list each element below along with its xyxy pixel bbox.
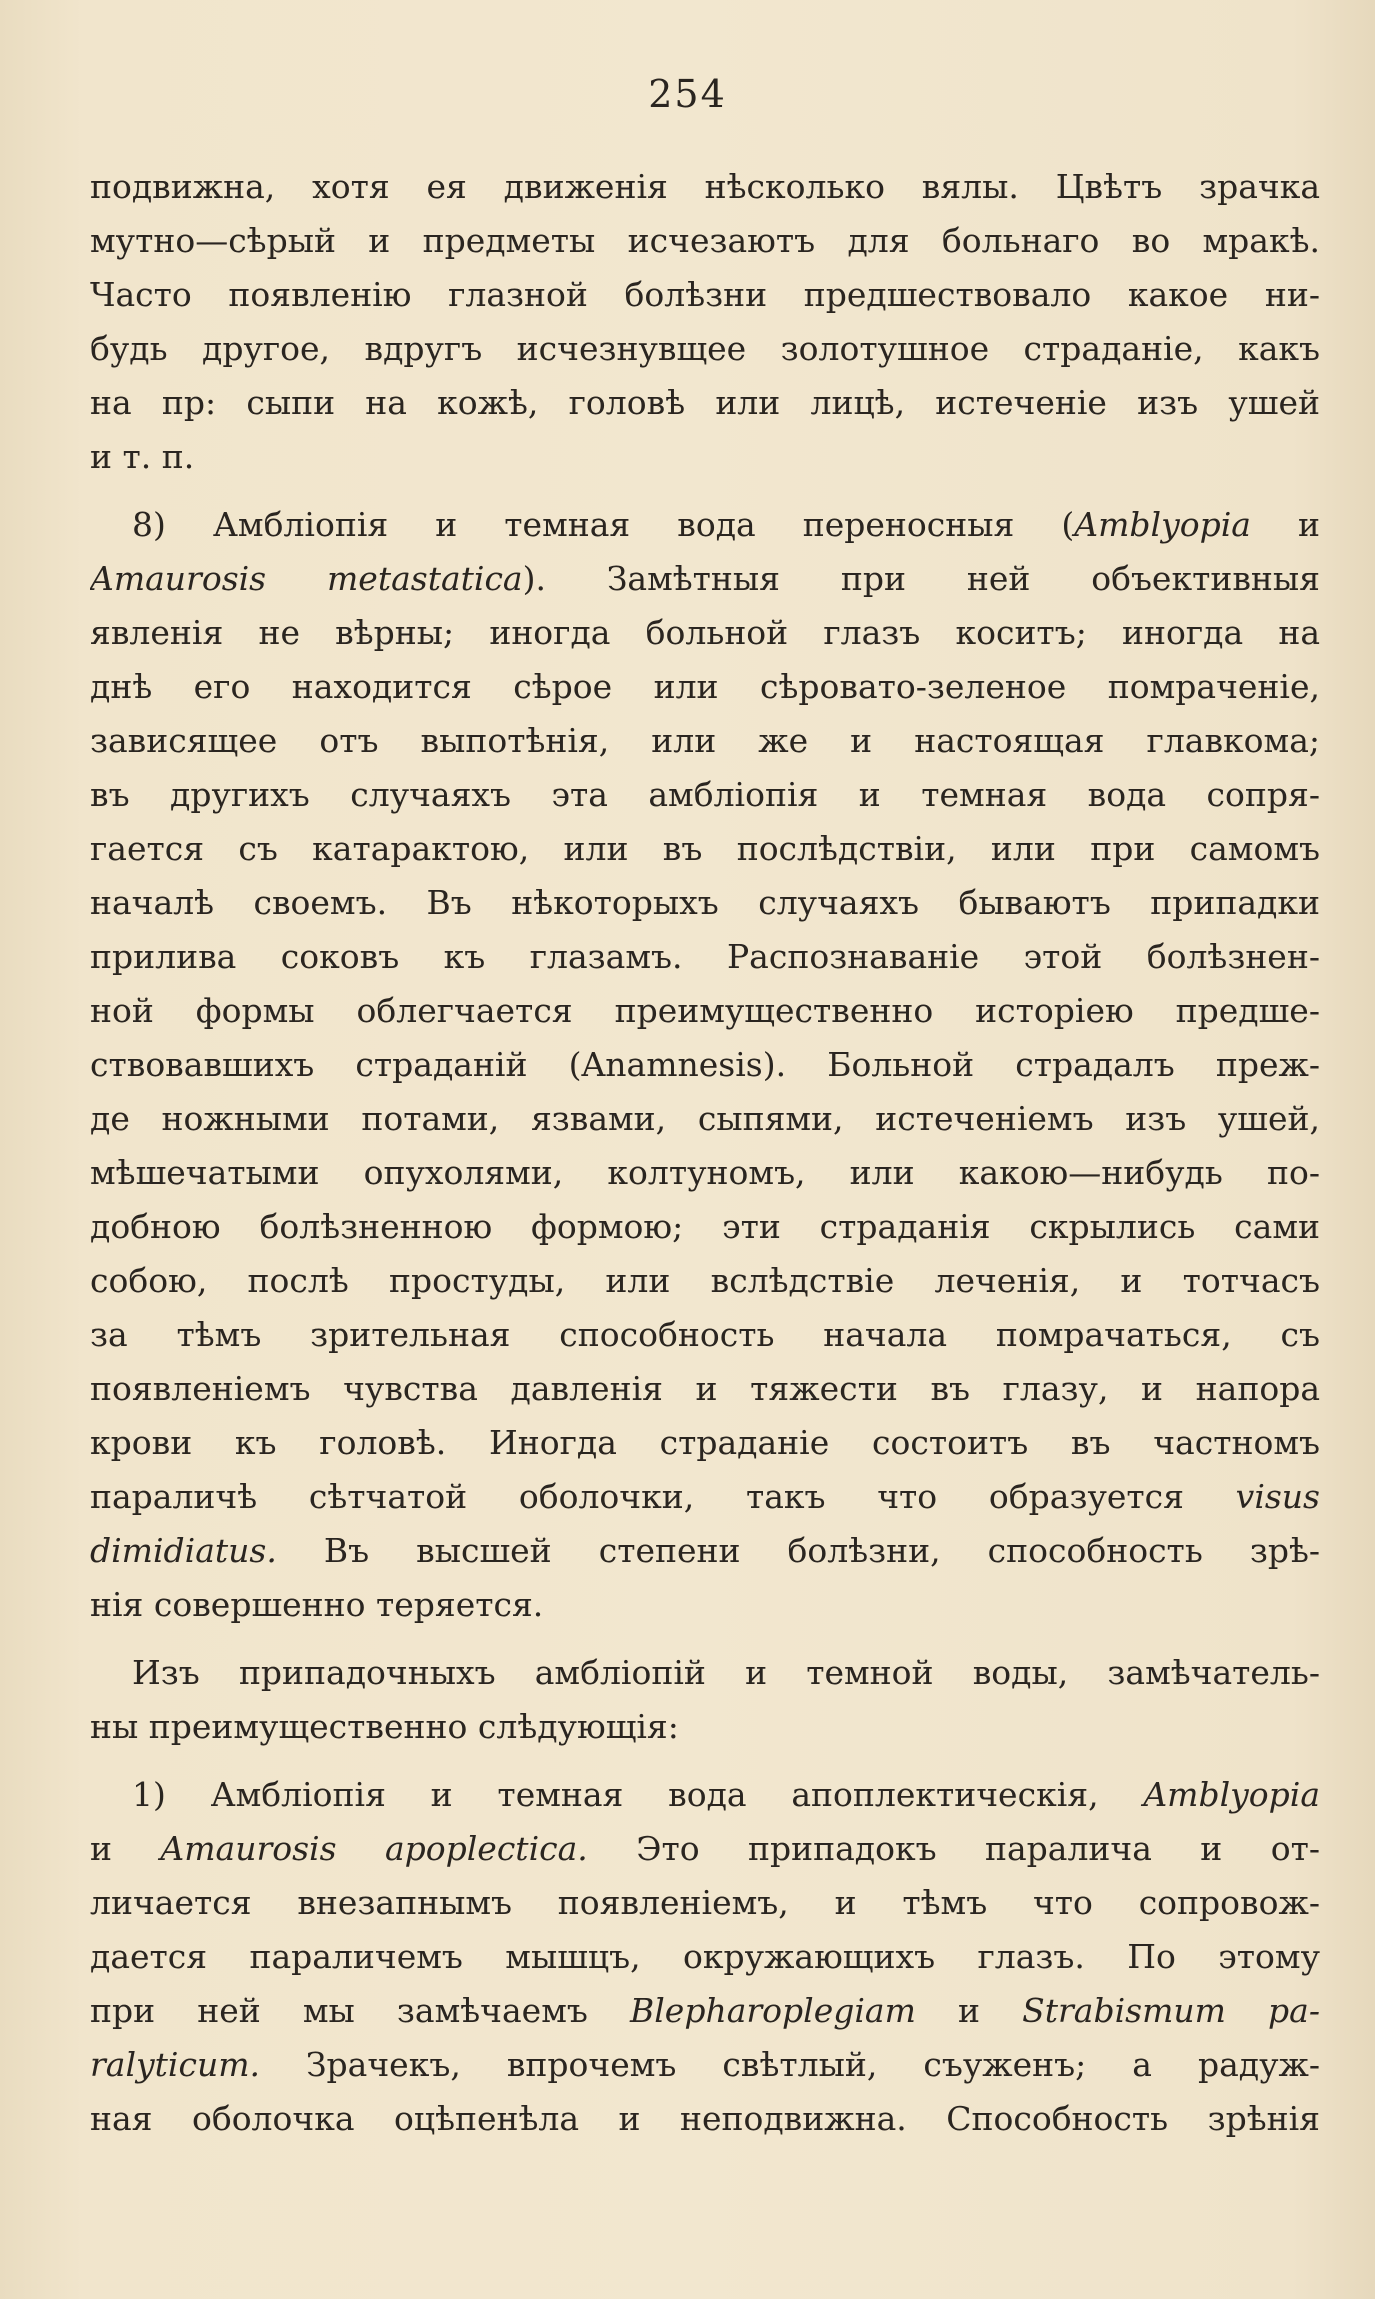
text-line: за тѣмъ зрительная способность начала помрачаться, съ xyxy=(90,1315,1320,1354)
text-line: личается внезапнымъ появленіемъ, и тѣмъ что сопровож- xyxy=(90,1883,1320,1922)
latin-term: Strabismum xyxy=(1022,1991,1226,2030)
text-line: на пр: сыпи на кожѣ, головѣ или лицѣ, истеченіе изъ ушей xyxy=(90,383,1320,422)
text-line: параличѣ сѣтчатой оболочки, такъ что образуется visus xyxy=(90,1477,1320,1516)
text-line: dimidiatus. Въ высшей степени болѣзни, способность зрѣ- xyxy=(90,1531,1320,1570)
text-line: въ другихъ случаяхъ эта амбліопія и темная вода сопря- xyxy=(90,775,1320,814)
latin-term: Amblyopia xyxy=(1143,1775,1320,1814)
text-line: ной формы облегчается преимущественно исторіею предше- xyxy=(90,991,1320,1030)
text-line: мутно—сѣрый и предметы исчезаютъ для больнаго во мракѣ. xyxy=(90,221,1320,260)
text-line: де ножными потами, язвами, сыпями, истеченіемъ изъ ушей, xyxy=(90,1099,1320,1138)
text-line: 8) Амбліопія и темная вода переносныя (Amblyopia и xyxy=(132,505,1320,544)
text-line: собою, послѣ простуды, или вслѣдствіе леченія, и тотчасъ xyxy=(90,1261,1320,1300)
text-line: подвижна, хотя ея движенія нѣсколько вялы. Цвѣтъ зрачка xyxy=(90,167,1320,206)
text-line: Amaurosis metastatica). Замѣтныя при ней объективныя xyxy=(90,559,1320,598)
text-line: добною болѣзненною формою; эти страданія скрылись сами xyxy=(90,1207,1320,1246)
text-line: днѣ его находится сѣрое или сѣровато-зеленое помраченіе, xyxy=(90,667,1320,706)
text-line: дается параличемъ мышцъ, окружающихъ глазъ. По этому xyxy=(90,1937,1320,1976)
text-line: прилива соковъ къ глазамъ. Распознаваніе этой болѣзнен- xyxy=(90,937,1320,976)
text-line: появленіемъ чувства давленія и тяжести въ глазу, и напора xyxy=(90,1369,1320,1408)
latin-term: Amblyopia xyxy=(1074,505,1251,544)
text-line: будь другое, вдругъ исчезнувщее золотушное страданіе, какъ xyxy=(90,329,1320,368)
text-line: ralyticum. Зрачекъ, впрочемъ свѣтлый, съуженъ; а радуж- xyxy=(90,2045,1320,2084)
body-text xyxy=(90,160,1320,2146)
latin-term: Blepharoplegiam xyxy=(630,1991,916,2030)
latin-term: pa- xyxy=(1268,1991,1320,2030)
text-line: ны преимущественно слѣдующія: xyxy=(90,1707,679,1746)
text-line: и Amaurosis apoplectica. Это припадокъ паралича и от- xyxy=(90,1829,1320,1868)
text-line: Часто появленію глазной болѣзни предшествовало какое ни- xyxy=(90,275,1320,314)
text-line: зависящее отъ выпотѣнія, или же и настоящая главкома; xyxy=(90,721,1320,760)
latin-term: visus xyxy=(1235,1477,1320,1516)
text-line: ствовавшихъ страданій (Anamnesis). Больной страдалъ преж- xyxy=(90,1045,1320,1084)
text-line: гается съ катарактою, или въ послѣдствіи, или при самомъ xyxy=(90,829,1320,868)
page-number: 254 xyxy=(648,72,727,116)
latin-term: metastatica xyxy=(327,559,523,598)
text-line: ная оболочка оцѣпенѣла и неподвижна. Способность зрѣнія xyxy=(90,2099,1320,2138)
text-line: и т. п. xyxy=(90,437,195,476)
text-line: мѣшечатыми опухолями, колтуномъ, или какою—нибудь по- xyxy=(90,1153,1320,1192)
latin-term: Amaurosis xyxy=(90,559,267,598)
text-line: началѣ своемъ. Въ нѣкоторыхъ случаяхъ бываютъ припадки xyxy=(90,883,1320,922)
text-line: при ней мы замѣчаемъ Blepharoplegiam и Strabismum pa- xyxy=(90,1991,1320,2030)
latin-term: apoplectica. xyxy=(384,1829,588,1868)
text-line: нія совершенно теряется. xyxy=(90,1585,544,1624)
text-line: крови къ головѣ. Иногда страданіе состоитъ въ частномъ xyxy=(90,1423,1320,1462)
latin-term: Amaurosis xyxy=(160,1829,337,1868)
text-line: явленія не вѣрны; иногда больной глазъ коситъ; иногда на xyxy=(90,613,1320,652)
text-line: Изъ припадочныхъ амбліопій и темной воды, замѣчатель- xyxy=(132,1653,1320,1692)
text-line: 1) Амбліопія и темная вода апоплектическія, Amblyopia xyxy=(132,1775,1320,1814)
latin-term: dimidiatus. xyxy=(90,1531,277,1570)
latin-term: ralyticum. xyxy=(90,2045,260,2084)
